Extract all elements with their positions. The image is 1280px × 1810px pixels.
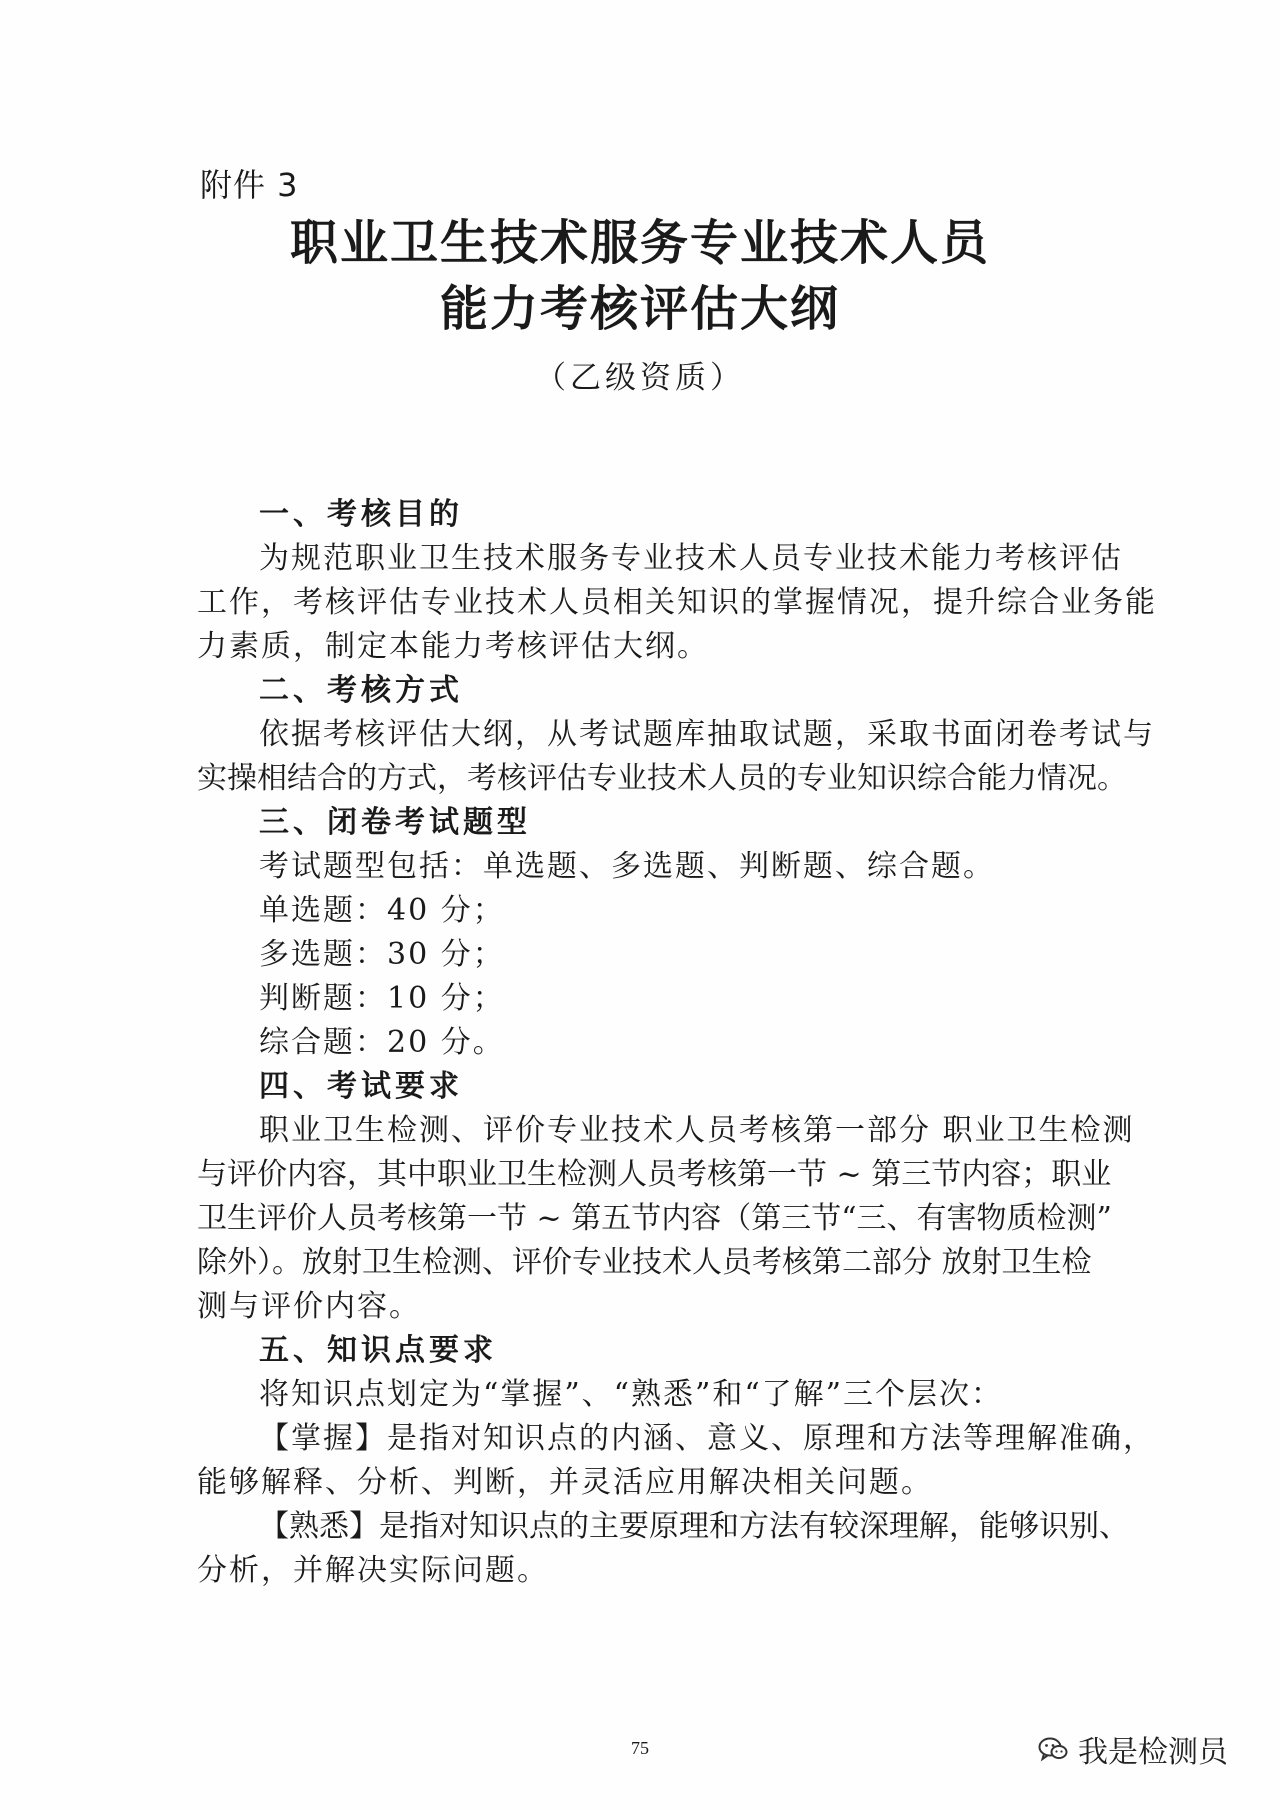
- watermark: [1038, 1727, 1270, 1771]
- paragraph-line: 考试题型包括：单选题、多选题、判断题、综合题。: [259, 849, 995, 884]
- paragraph-line: 卫生评价人员考核第一节 ~ 第五节内容（第三节“三、有害物质检测”: [197, 1201, 1112, 1236]
- section-heading: 四、考试要求: [259, 1069, 463, 1104]
- paragraph-line: 除外）。放射卫生检测、评价专业技术人员考核第二部分 放射卫生检: [197, 1245, 1092, 1280]
- paragraph-line: 职业卫生检测、评价专业技术人员考核第一部分 职业卫生检测: [259, 1113, 1135, 1148]
- paragraph-line: 依据考核评估大纲，从考试题库抽取试题，采取书面闭卷考试与: [259, 717, 1155, 752]
- score-line: 判断题：10 分；: [259, 981, 505, 1016]
- paragraph-line: 【熟悉】是指对知识点的主要原理和方法有较深理解，能够识别、: [259, 1509, 1129, 1544]
- paragraph-line: 工作，考核评估专业技术人员相关知识的掌握情况，提升综合业务能: [197, 585, 1157, 620]
- paragraph-line: 将知识点划定为“掌握”、“熟悉”和“了解”三个层次：: [259, 1377, 1004, 1412]
- document-subtitle: （乙级资质）: [535, 360, 745, 396]
- paragraph-line: 能够解释、分析、判断，并灵活应用解决相关问题。: [197, 1465, 933, 1500]
- section-heading: 一、考核目的: [259, 497, 463, 532]
- score-line: 多选题：30 分；: [259, 937, 505, 972]
- score-line: 单选题：40 分；: [259, 893, 505, 928]
- attachment-label: 附件 3: [200, 166, 299, 204]
- section-heading: 二、考核方式: [259, 673, 463, 708]
- document-title: [0, 210, 1280, 342]
- document-body: [197, 493, 1157, 1593]
- paragraph-line: 与评价内容，其中职业卫生检测人员考核第一节 ~ 第三节内容；职业: [197, 1157, 1112, 1192]
- section-heading: 三、闭卷考试题型: [259, 805, 531, 840]
- paragraph-line: 力素质，制定本能力考核评估大纲。: [197, 629, 709, 664]
- title-line-2: 能力考核评估大纲: [439, 281, 840, 337]
- paragraph-line: 分析，并解决实际问题。: [197, 1553, 549, 1588]
- title-line-1: 职业卫生技术服务专业技术人员: [289, 215, 990, 271]
- paragraph-line: 【掌握】是指对知识点的内涵、意义、原理和方法等理解准确，: [259, 1421, 1155, 1456]
- paragraph-line: 为规范职业卫生技术服务专业技术人员专业技术能力考核评估: [259, 541, 1123, 576]
- watermark-text: 我是检测员: [1078, 1735, 1228, 1770]
- wechat-icon: [1038, 1736, 1068, 1762]
- paragraph-line: 实操相结合的方式，考核评估专业技术人员的专业知识综合能力情况。: [197, 761, 1127, 796]
- page-number: 75: [631, 1738, 649, 1758]
- section-heading: 五、知识点要求: [259, 1333, 497, 1368]
- score-line: 综合题：20 分。: [259, 1025, 505, 1060]
- paragraph-line: 测与评价内容。: [197, 1289, 421, 1324]
